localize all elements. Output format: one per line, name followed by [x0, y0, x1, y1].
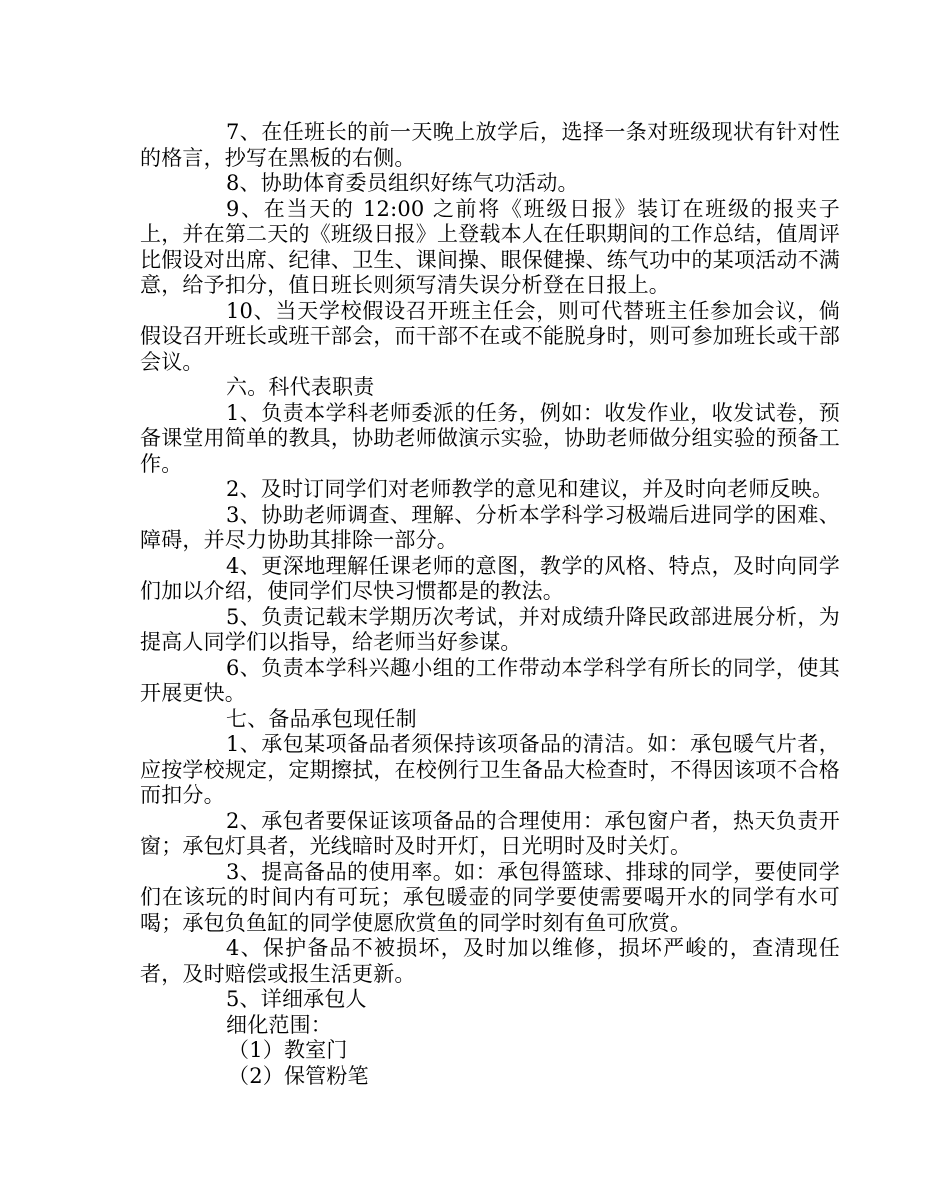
scope-label: 细化范围： — [226, 1012, 332, 1037]
paragraph-equip-2: 2、承包者要保证该项备品的合理使用：承包窗户者，热天负责开窗；承包灯具者，光线暗时及时开灯，日光明时及时关灯。 — [140, 808, 840, 858]
paragraph-equip-1: 1、承包某项备品者须保持该项备品的清洁。如：承包暖气片者，应按学校规定，定期擦拭，在校例行卫生备品大检查时，不得因该项不合格而扣分。 — [140, 732, 840, 807]
scope-item: （1）教室门 — [228, 1038, 348, 1062]
paragraph-equip-4: 4、保护备品不被损坏，及时加以维修，损坏严峻的，查清现任者，及时赔偿或报生活更新。 — [140, 936, 840, 986]
paragraph-rep-1: 1、负责本学科老师委派的任务，例如：收发作业，收发试卷，预备课堂用简单的教具，协助老师做演示实验，协助老师做分组实验的预备工作。 — [140, 400, 840, 476]
paragraph-rep-5: 5、负责记载末学期历次考试，并对成绩升降民政部进展分析，为提高人同学们以指导，给老师当好参谋。 — [140, 604, 840, 654]
paragraph-item-10: 10、当天学校假设召开班主任会，则可代替班主任参加会议，倘假设召开班长或班干部会，而干部不在或不能脱身时，则可参加班长或干部会议。 — [140, 298, 840, 374]
section-heading-subject-rep: 六。科代表职责 — [226, 375, 375, 399]
scope-item: （2）保管粉笔 — [228, 1063, 369, 1088]
paragraph-rep-3: 3、协助老师调查、理解、分析本学科学习极端后进同学的困难、障碍，并尽力协助其排除一部分。 — [140, 502, 840, 552]
section-heading-equipment: 七、备品承包现任制 — [226, 706, 417, 731]
paragraph-item-7: 7、在任班长的前一天晚上放学后，选择一条对班级现状有针对性的格言，抄写在黑板的右侧。 — [140, 120, 840, 170]
paragraph-item-8: 8、协助体育委员组织好练气功活动。 — [226, 171, 579, 195]
paragraph-item-9: 9、在当天的 12:00 之前将《班级日报》装订在班级的报夹子上，并在第二天的《班级日报》上登载本人在任职期间的工作总结，值周评比假设对出席、纪律、卫生、课间操、眼保健操、练气功中的某项活动不满意，给予扣分，值日班长则须写清失误分析登在日报上。 — [140, 196, 840, 297]
paragraph-equip-3: 3、提高备品的使用率。如：承包得篮球、排球的同学，要使同学们在该玩的时间内有可玩；承包暖壶的同学要使需要喝开水的同学有水可喝；承包负鱼缸的同学使愿欣赏鱼的同学时刻有鱼可欣赏。 — [140, 859, 840, 935]
paragraph-equip-5: 5、详细承包人 — [226, 987, 367, 1011]
document-body — [140, 120, 840, 1089]
paragraph-rep-6: 6、负责本学科兴趣小组的工作带动本学科学有所长的同学，使其开展更快。 — [140, 655, 840, 705]
paragraph-rep-2: 2、及时订同学们对老师教学的意见和建议，并及时向老师反映。 — [226, 477, 834, 501]
paragraph-rep-4: 4、更深地理解任课老师的意图，教学的风格、特点，及时向同学们加以介绍，使同学们尽快习惯都是的教法。 — [140, 553, 840, 603]
